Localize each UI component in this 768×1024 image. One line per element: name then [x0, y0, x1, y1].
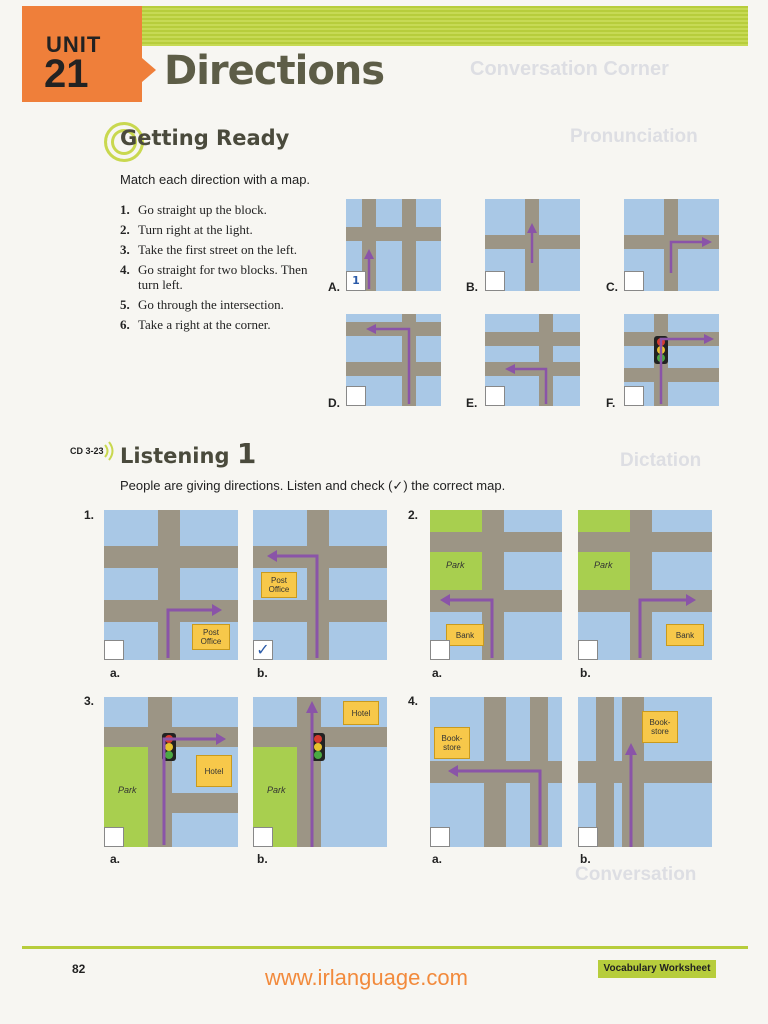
answer-checkbox[interactable]: [104, 640, 124, 660]
map-d: [346, 314, 441, 406]
map-letter: B.: [466, 280, 478, 294]
answer-checkbox[interactable]: [578, 640, 598, 660]
answer-box[interactable]: [624, 271, 644, 291]
page-number: 82: [72, 962, 86, 976]
answer-box[interactable]: [485, 271, 505, 291]
bleed-through-text: Conversation: [575, 864, 697, 885]
map-a: [346, 199, 441, 291]
bleed-through-text: Dictation: [620, 450, 702, 471]
option-letter: a.: [110, 852, 121, 866]
unit-number: 21: [44, 52, 89, 96]
footer-divider: [22, 946, 748, 949]
option-letter: a.: [432, 852, 443, 866]
map-letter: A.: [328, 280, 340, 294]
map-f: [624, 314, 719, 406]
arrow-right-icon: [668, 235, 714, 275]
hotel-label: Hotel: [343, 701, 379, 725]
map-e: [485, 314, 580, 406]
map-letter: F.: [606, 396, 616, 410]
cd-track-label: CD 3-23: [70, 446, 104, 456]
map-b: [485, 199, 580, 291]
option-letter: b.: [257, 852, 268, 866]
listening-map-1b: [253, 510, 387, 660]
answer-checkbox[interactable]: [104, 827, 124, 847]
map-c: [624, 199, 719, 291]
direction-item: 3. Take the first street on the left.: [120, 242, 298, 257]
arrow-left-icon: [503, 362, 553, 406]
bookstore-label: Book- store: [434, 727, 470, 759]
listening-heading-text: Listening: [120, 444, 230, 468]
item-number: 2.: [408, 508, 419, 522]
direction-item: 1. Go straight up the block.: [120, 202, 267, 217]
answer-checkbox[interactable]: [578, 827, 598, 847]
arrow-up-icon: [624, 741, 638, 847]
listening-instruction: People are giving directions. Listen and check (✓) the correct map.: [120, 478, 506, 493]
unit-arrow-icon: [142, 58, 156, 82]
direction-item: 6. Take a right at the corner.: [120, 317, 271, 332]
arrow-left-icon: [364, 322, 414, 406]
header-stripe: [142, 6, 748, 46]
option-letter: b.: [580, 852, 591, 866]
answer-checkbox[interactable]: [253, 827, 273, 847]
listening-heading-number: 1: [236, 437, 257, 470]
park-label: Park: [446, 560, 465, 570]
item-number: 1.: [84, 508, 95, 522]
option-letter: b.: [580, 666, 591, 680]
option-letter: a.: [432, 666, 443, 680]
page-title: Directions: [164, 48, 385, 94]
answer-box[interactable]: [485, 386, 505, 406]
map-letter: D.: [328, 396, 340, 410]
map-letter: C.: [606, 280, 618, 294]
listening-map-1a: [104, 510, 238, 660]
item-number: 4.: [408, 694, 419, 708]
listening-map-2b: [578, 510, 712, 660]
arrow-up-icon: [527, 223, 537, 263]
map-letter: E.: [466, 396, 478, 410]
answer-checkbox[interactable]: [430, 827, 450, 847]
vocabulary-worksheet-badge: Vocabulary Worksheet: [598, 960, 716, 978]
option-letter: a.: [110, 666, 121, 680]
park-label: Park: [118, 785, 137, 795]
answer-box[interactable]: [624, 386, 644, 406]
listening-heading: [120, 437, 256, 470]
arrow-left-icon: [444, 765, 548, 847]
park-label: Park: [594, 560, 613, 570]
audio-waves-icon: [102, 440, 118, 462]
answer-checkbox[interactable]: [430, 640, 450, 660]
listening-map-3b: [253, 697, 387, 847]
getting-ready-instruction: Match each direction with a map.: [120, 172, 311, 187]
bleed-through-text: Conversation Corner: [470, 58, 669, 80]
answer-box[interactable]: 1: [346, 271, 366, 291]
direction-item: 2. Turn right at the light.: [120, 222, 253, 237]
arrow-right-icon: [156, 733, 230, 847]
unit-label: UNIT: [46, 32, 102, 57]
hotel-label: Hotel: [196, 755, 232, 787]
bank-label: Bank: [666, 624, 704, 646]
answer-box[interactable]: [346, 386, 366, 406]
getting-ready-heading: Getting Ready: [120, 126, 290, 150]
directions-list: [120, 202, 320, 337]
listening-map-2a: [430, 510, 562, 660]
item-number: 3.: [84, 694, 95, 708]
option-letter: b.: [257, 666, 268, 680]
park-label: Park: [267, 785, 286, 795]
listening-map-3a: [104, 697, 238, 847]
bleed-through-text: Pronunciation: [570, 126, 698, 147]
direction-item: 4. Go straight for two blocks. Then turn left.: [120, 262, 308, 292]
answer-checkbox[interactable]: ✓: [253, 640, 273, 660]
direction-item: 5. Go through the intersection.: [120, 297, 284, 312]
website-link[interactable]: www.irlanguage.com: [265, 965, 468, 990]
post-office-label: Post Office: [261, 572, 297, 598]
listening-map-4a: [430, 697, 562, 847]
post-office-label: Post Office: [192, 624, 230, 650]
listening-map-4b: [578, 697, 712, 847]
arrow-up-icon: [305, 699, 319, 847]
arrow-right-icon: [656, 334, 716, 406]
bank-label: Bank: [446, 624, 484, 646]
bookstore-label: Book- store: [642, 711, 678, 743]
